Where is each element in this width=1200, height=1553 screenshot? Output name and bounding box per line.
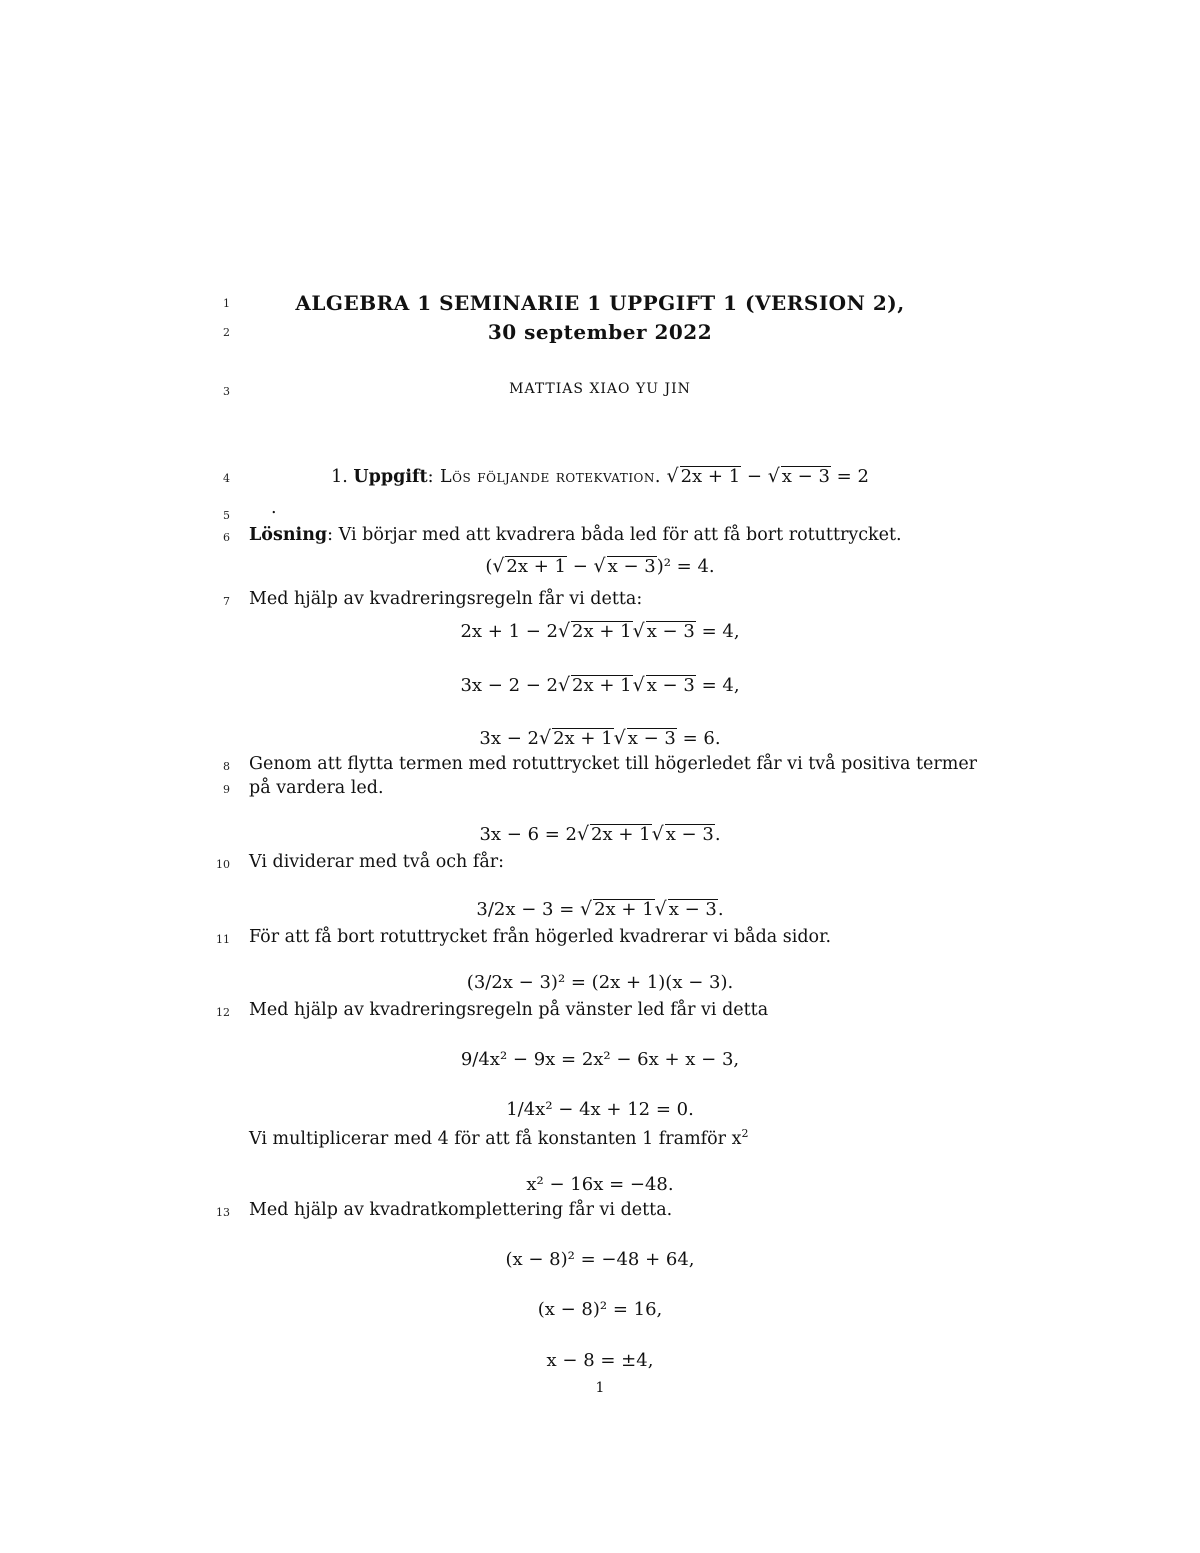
paragraph-12b: Vi multiplicerar med 4 för att få konstanten 1 framför $x^2$ [249, 1127, 749, 1149]
line-number-8: 8 [223, 760, 230, 773]
line-number-7: 7 [223, 595, 230, 608]
line-number-5: 5 [223, 509, 230, 522]
title-line-2: 30 september 2022 [487, 320, 713, 344]
equation-6-left: 3/2x − 3 = [476, 899, 575, 920]
equation-13: x − 8 = ±4, [546, 1350, 654, 1371]
paragraph-11: För att få bort rotuttrycket från högerled kvadrerar vi båda sidor. [249, 927, 832, 947]
line-number-1: 1 [223, 297, 230, 310]
radicand-a: 2x + 1 [572, 621, 632, 642]
equation-5: 3x − 6 = 2√ 2x + 1√ x − 3. [479, 823, 721, 845]
task-equation: √ 2x + 1 − √ x − 3 = 2 [666, 465, 869, 487]
radicand-b: x − 3 [646, 621, 695, 642]
paragraph-13: Med hjälp av kvadratkomplettering får vi detta. [249, 1200, 673, 1220]
radicand-b: x − 3 [646, 675, 695, 696]
task-number: 1. [331, 467, 348, 487]
line-number-6: 6 [223, 531, 230, 544]
paragraph-12: Med hjälp av kvadreringsregeln på vänster led får vi detta [249, 1000, 769, 1020]
paragraph-8: Genom att flytta termen med rotuttrycket till högerledet får vi två positiva termer [249, 754, 978, 774]
line-number-9: 9 [223, 783, 230, 796]
radicand-b: x − 3 [665, 824, 714, 845]
author: MATTIAS XIAO YU JIN [509, 381, 691, 397]
title-line-1: ALGEBRA 1 SEMINARIE 1 UPPGIFT 1 (VERSION 2), [295, 291, 905, 315]
task-text: : Lös följande rotekvation. [427, 467, 661, 487]
equation-6-right: . [717, 899, 724, 920]
equation-5-right: . [714, 824, 721, 845]
equation-6: 3/2x − 3 = √ 2x + 1√ x − 3. [476, 898, 724, 920]
radicand-a: 2x + 1 [591, 824, 651, 845]
equation-12: (x − 8)² = 16, [537, 1299, 663, 1320]
task-heading [0, 465, 1200, 487]
equation-7: (3/2x − 3)² = (2x + 1)(x − 3). [466, 972, 734, 993]
radicand-a: 2x + 1 [594, 899, 654, 920]
solution-text: : Vi börjar med att kvadrera båda led för att få bort rotuttrycket. [327, 525, 902, 545]
radicand-a: 2x + 1 [680, 466, 741, 487]
equation-11: (x − 8)² = −48 + 64, [505, 1249, 695, 1270]
equation-4-right: = 6. [682, 728, 721, 749]
line-number-11: 11 [216, 933, 230, 946]
paragraph-9: på vardera led. [249, 778, 384, 798]
equation-2-left: 2x + 1 − 2 [460, 621, 558, 642]
stray-dot: . [271, 498, 277, 518]
equation-1: (√ 2x + 1 − √ x − 3)² = 4. [485, 555, 715, 577]
equation-10: x² − 16x = −48. [526, 1174, 674, 1195]
equation-8: 9/4x² − 9x = 2x² − 6x + x − 3, [460, 1049, 740, 1070]
equation-4-left: 3x − 2 [479, 728, 540, 749]
equation-3-right: = 4, [701, 675, 740, 696]
line-number-2: 2 [223, 326, 230, 339]
paragraph-12b-text: Vi multiplicerar med 4 för att få konstanten 1 framför x [249, 1128, 742, 1149]
line-number-12: 12 [216, 1006, 230, 1019]
radicand-a: 2x + 1 [572, 675, 632, 696]
radicand-a: 2x + 1 [553, 728, 613, 749]
radicand-b: x − 3 [668, 899, 717, 920]
line-number-10: 10 [216, 858, 230, 871]
solution-label: Lösning [249, 525, 328, 545]
equation-3-left: 3x − 2 − 2 [460, 675, 558, 696]
equation-2: 2x + 1 − 2√ 2x + 1√ x − 3 = 4, [460, 620, 740, 642]
line-number-3: 3 [223, 385, 230, 398]
equation-9: 1/4x² − 4x + 12 = 0. [506, 1099, 694, 1120]
equation-2-right: = 4, [701, 621, 740, 642]
equation-1-tail: )² = 4. [656, 556, 715, 577]
task-label: Uppgift [353, 467, 428, 487]
radicand-b: x − 3 [627, 728, 676, 749]
paragraph-10: Vi dividerar med två och får: [249, 852, 505, 872]
line-number-4: 4 [223, 472, 230, 485]
equation-5-left: 3x − 6 = 2 [479, 824, 577, 845]
page-number: 1 [595, 1380, 605, 1396]
task-equation-tail: = 2 [836, 466, 869, 487]
solution-line [249, 525, 902, 545]
line-number-13: 13 [216, 1206, 230, 1219]
radicand-a: 2x + 1 [506, 556, 566, 577]
equation-4: 3x − 2√ 2x + 1√ x − 3 = 6. [479, 727, 721, 749]
radicand-b: x − 3 [607, 556, 656, 577]
radicand-b: x − 3 [781, 466, 830, 487]
paragraph-7: Med hjälp av kvadreringsregeln får vi detta: [249, 589, 643, 609]
equation-3: 3x − 2 − 2√ 2x + 1√ x − 3 = 4, [460, 674, 740, 696]
